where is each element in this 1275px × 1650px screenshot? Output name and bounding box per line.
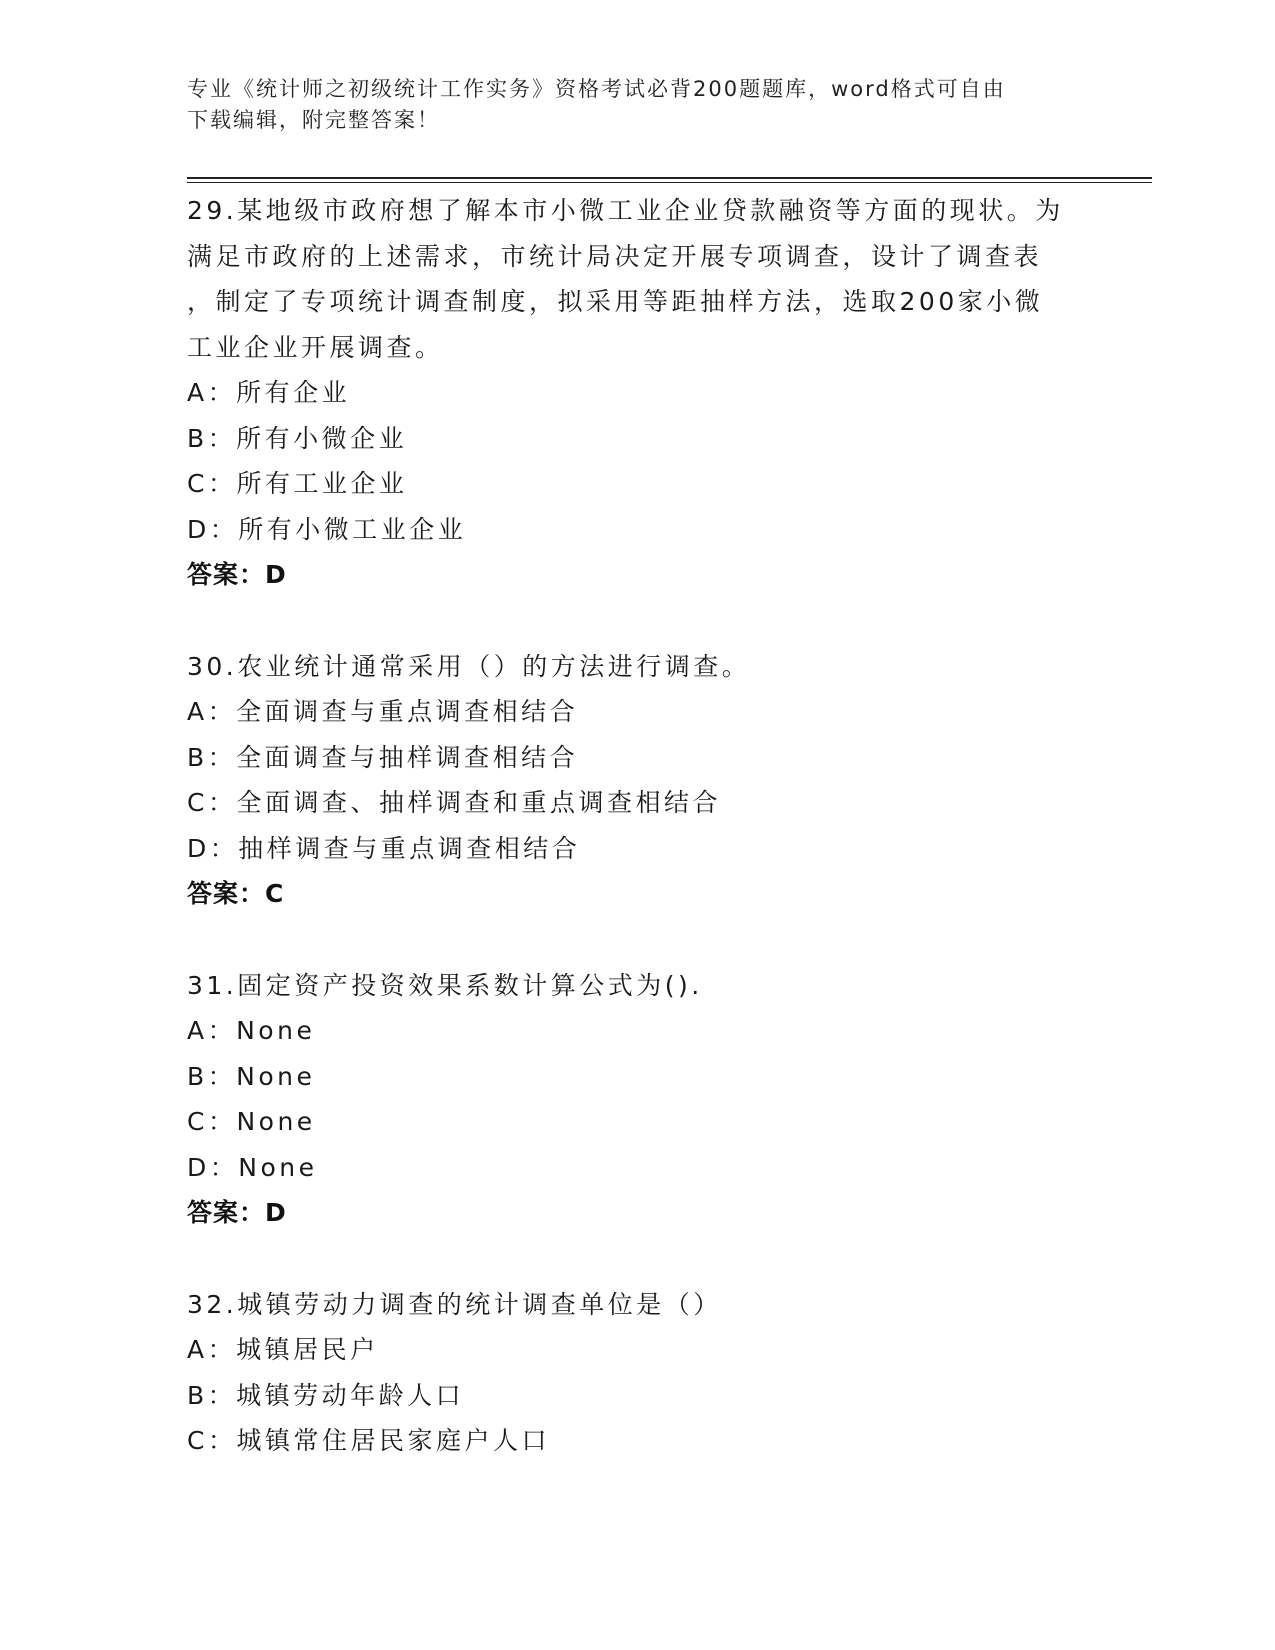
question-option: C：全面调查、抽样调查和重点调查相结合 [187,788,721,817]
question-option: B：None [187,1061,316,1091]
document-header [187,74,1077,136]
question-stem [187,188,1087,370]
header-divider-thin [187,182,1152,183]
question-item [187,188,1087,598]
header-line-1: 专业《统计师之初级统计工作实务》资格考试必背200题题库，word格式可自由 [187,77,1006,101]
question-option: A：全面调查与重点调查相结合 [187,697,579,726]
question-list [187,188,1087,1510]
question-option: D：None [187,1152,318,1182]
question-option: D：抽样调查与重点调查相结合 [187,833,581,863]
question-item [187,1282,1087,1464]
question-stem-line: 满足市政府的上述需求，市统计局决定开展专项调查，设计了调查表 [187,241,1043,271]
question-option: B：所有小微企业 [187,423,408,453]
header-line-2: 下载编辑，附完整答案！ [187,108,440,132]
question-option: A：城镇居民户 [187,1335,379,1364]
question-option: A：所有企业 [187,378,351,407]
question-option: A：None [187,1016,316,1045]
header-divider-thick [187,177,1152,179]
question-item [187,963,1087,1236]
question-stem-line: 29.某地级市政府想了解本市小微工业企业贷款融资等方面的现状。为 [187,196,1064,225]
question-stem-line: 32.城镇劳动力调查的统计调查单位是（） [187,1289,722,1319]
question-answer: 答案：D [187,560,287,589]
question-option: C：所有工业企业 [187,469,408,498]
question-item [187,644,1087,917]
question-option: D：所有小微工业企业 [187,514,467,544]
question-answer: 答案：C [187,879,285,908]
question-stem-line: 30.农业统计通常采用（）的方法进行调查。 [187,651,751,681]
question-stem [187,1282,1087,1328]
question-stem [187,644,1087,690]
question-option: C：城镇常住居民家庭户人口 [187,1426,550,1455]
question-stem-line: ，制定了专项统计调查制度，拟采用等距抽样方法，选取200家小微 [187,287,1044,316]
question-stem [187,963,1087,1009]
question-answer: 答案：D [187,1198,287,1227]
question-option: C：None [187,1107,316,1136]
question-stem-line: 31.固定资产投资效果系数计算公式为(). [187,970,703,1000]
question-stem-line: 工业企业开展调查。 [187,332,444,362]
question-option: B：全面调查与抽样调查相结合 [187,742,579,772]
question-option: B：城镇劳动年龄人口 [187,1380,465,1410]
